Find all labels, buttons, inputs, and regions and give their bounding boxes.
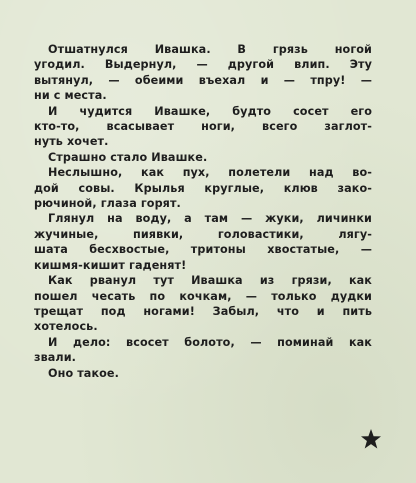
- text-line: дой совы. Крылья круглые, клюв зако-: [34, 181, 372, 195]
- text-line: И чудится Ивашке, будто сосет его: [48, 104, 372, 118]
- text-line: рючиной, глаза горят.: [34, 197, 181, 211]
- text-line: Неслышно, как пух, полетели над во-: [48, 166, 372, 180]
- text-line: Отшатнулся Ивашка. В грязь ногой: [48, 43, 372, 56]
- star-icon: [360, 428, 382, 450]
- text-line: трещат под ногами! Забыл, что и пить: [34, 304, 372, 318]
- text-line: кто-то, всасывает ноги, всего заглот-: [34, 120, 372, 134]
- text-line: шата бесхвостые, тритоны хвостатые, —: [34, 243, 372, 257]
- text-line: угодил. Выдернул, — другой влип. Эту: [34, 58, 372, 72]
- text-line: ни с места.: [34, 89, 107, 103]
- text-line: жучиные, пиявки, головастики, лягу-: [34, 227, 372, 241]
- text-line: кишмя-кишит гаденят!: [34, 258, 187, 272]
- story-text: [34, 42, 372, 381]
- text-line: И дело: всосет болото, — поминай как: [48, 335, 372, 349]
- text-line: нуть хочет.: [34, 135, 109, 149]
- text-line: вытянул, — обеими въехал и — тпру! —: [34, 73, 372, 87]
- text-line: хотелось.: [34, 320, 98, 334]
- text-line: пошел чесать по кочкам, — только дудки: [34, 289, 372, 303]
- text-line: Глянул на воду, а там — жуки, личинки: [48, 212, 372, 226]
- text-line: Оно такое.: [48, 366, 119, 380]
- text-line: Как рванул тут Ивашка из грязи, как: [48, 274, 372, 288]
- text-line: звали.: [34, 351, 77, 365]
- text-line: Страшно стало Ивашке.: [48, 150, 208, 164]
